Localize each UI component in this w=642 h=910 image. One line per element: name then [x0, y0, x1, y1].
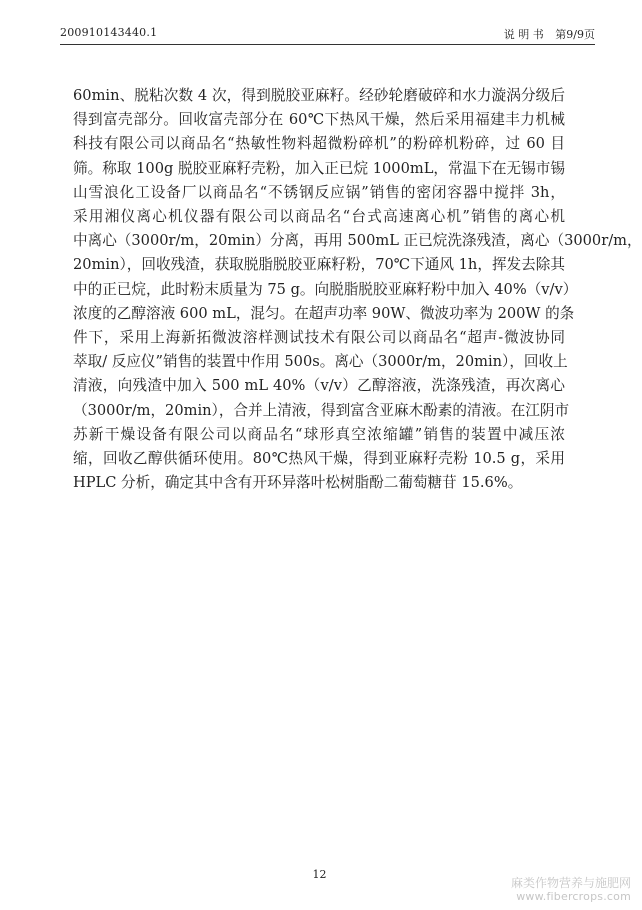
body-line: 得到富壳部分。回收富壳部分在 60℃下热风干燥，然后采用福建丰力机械: [73, 111, 565, 129]
doc-type-label: 说 明 书: [503, 28, 544, 41]
body-line: 清液，向残渣中加入 500 mL 40%（v/v）乙醇溶液，洗涤残渣，再次离心: [73, 377, 565, 395]
body-line: 采用湘仪离心机仪器有限公司以商品名“台式高速离心机”销售的离心机: [73, 208, 565, 226]
page-header: [60, 22, 595, 44]
body-line: HPLC 分析，确定其中含有开环异落叶松树脂酚二葡萄糖苷 15.6%。: [73, 474, 523, 492]
body-line: 科技有限公司以商品名“热敏性物料超微粉碎机”的粉碎机粉碎，过 60 目: [73, 135, 565, 153]
body-line: 20min），回收残渣，获取脱脂脱胶亚麻籽粉，70℃下通风 1h，挥发去除其: [73, 256, 565, 274]
body-line: 苏新干燥设备有限公司以商品名“球形真空浓缩罐”销售的装置中减压浓: [73, 425, 565, 443]
body-line: 缩，回收乙醇供循环使用。80℃热风干燥，得到亚麻籽壳粉 10.5 g，采用: [73, 450, 565, 468]
body-line: 萃取/ 反应仪”销售的装置中作用 500s。离心（3000r/m，20min），回收上: [73, 353, 568, 371]
application-number: 200910143440.1: [60, 26, 158, 39]
body-line: 筛。称取 100g 脱胶亚麻籽壳粉，加入正已烷 1000mL，常温下在无锡市锡: [73, 159, 565, 177]
body-line: （3000r/m，20min），合并上清液，得到富含亚麻木酚素的清液。在江阴市: [73, 401, 570, 419]
body-line: 中离心（3000r/m，20min）分离，再用 500mL 正已烷洗涤残渣，离心（3000r/m，: [73, 232, 642, 250]
doc-title-group: [496, 26, 595, 42]
watermark-site-name: 麻类作物营养与施肥网: [510, 876, 631, 890]
body-line: 浓度的乙醇溶液 600 mL，混匀。在超声功率 90W、微波功率为 200W 的条: [73, 304, 575, 322]
watermark-url: www.fibercrops.com: [516, 890, 631, 903]
page-number: 12: [312, 868, 327, 881]
watermark: [511, 876, 631, 904]
header-rule: [60, 44, 595, 45]
body-line: 60min、脱粘次数 4 次，得到脱胶亚麻籽。经砂轮磨破碎和水力漩涡分级后: [73, 87, 565, 104]
body-paragraph: [73, 84, 642, 495]
body-line: 件下，采用上海新拓微波溶样测试技术有限公司以商品名“超声-微波协同: [73, 329, 565, 347]
body-line: 山雪浪化工设备厂以商品名“不锈钢反应锅”销售的密闭容器中搅拌 3h，: [73, 183, 565, 201]
body-line: 中的正已烷，此时粉末质量为 75 g。向脱脂脱胶亚麻籽粉中加入 40%（v/v）: [73, 280, 578, 298]
page-label: 第9/9页: [555, 28, 595, 41]
